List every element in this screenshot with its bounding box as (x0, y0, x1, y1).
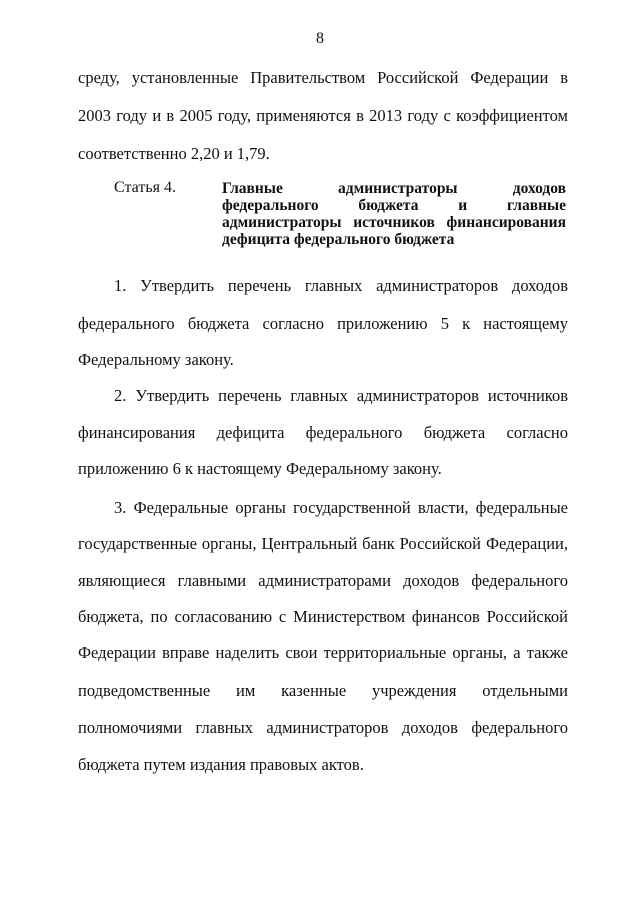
paragraph-3-line-3: являющиеся главными администраторами доходов федерального (78, 571, 568, 590)
continuation-line-1: среду, установленные Правительством Российской Федерации в (78, 68, 568, 87)
paragraph-2-line-3: приложению 6 к настоящему Федеральному закону. (78, 459, 442, 478)
article-title-line-1: Главные администраторы доходов (222, 180, 566, 197)
paragraph-1-line-3: Федеральному закону. (78, 350, 234, 369)
continuation-line-2: 2003 году и в 2005 году, применяются в 2013 году с коэффициентом (78, 106, 568, 125)
article-title-line-2: федерального бюджета и главные (222, 197, 566, 214)
paragraph-3-line-6: подведомственные им казенные учреждения отдельными (78, 681, 568, 700)
paragraph-3-line-8: бюджета путем издания правовых актов. (78, 755, 364, 774)
paragraph-3-line-2: государственные органы, Центральный банк Российской Федерации, (78, 534, 568, 553)
paragraph-3-line-7: полномочиями главных администраторов доходов федерального (78, 718, 568, 737)
page-number: 8 (316, 30, 324, 47)
paragraph-2-line-1: 2. Утвердить перечень главных администраторов источников (114, 386, 568, 405)
paragraph-3-line-1: 3. Федеральные органы государственной власти, федеральные (114, 498, 568, 517)
paragraph-3-line-4: бюджета, по согласованию с Министерством финансов Российской (78, 607, 568, 626)
paragraph-2-line-2: финансирования дефицита федерального бюджета согласно (78, 423, 568, 442)
paragraph-3-line-5: Федерации вправе наделить свои территориальные органы, а также (78, 643, 568, 662)
continuation-line-3: соответственно 2,20 и 1,79. (78, 144, 270, 163)
paragraph-1-line-2: федерального бюджета согласно приложению 5 к настоящему (78, 314, 568, 333)
paragraph-1-line-1: 1. Утвердить перечень главных администраторов доходов (114, 276, 568, 295)
article-title-line-3: администраторы источников финансирования (222, 214, 566, 231)
article-title-line-4: дефицита федерального бюджета (222, 231, 455, 248)
article-label: Статья 4. (114, 179, 176, 196)
